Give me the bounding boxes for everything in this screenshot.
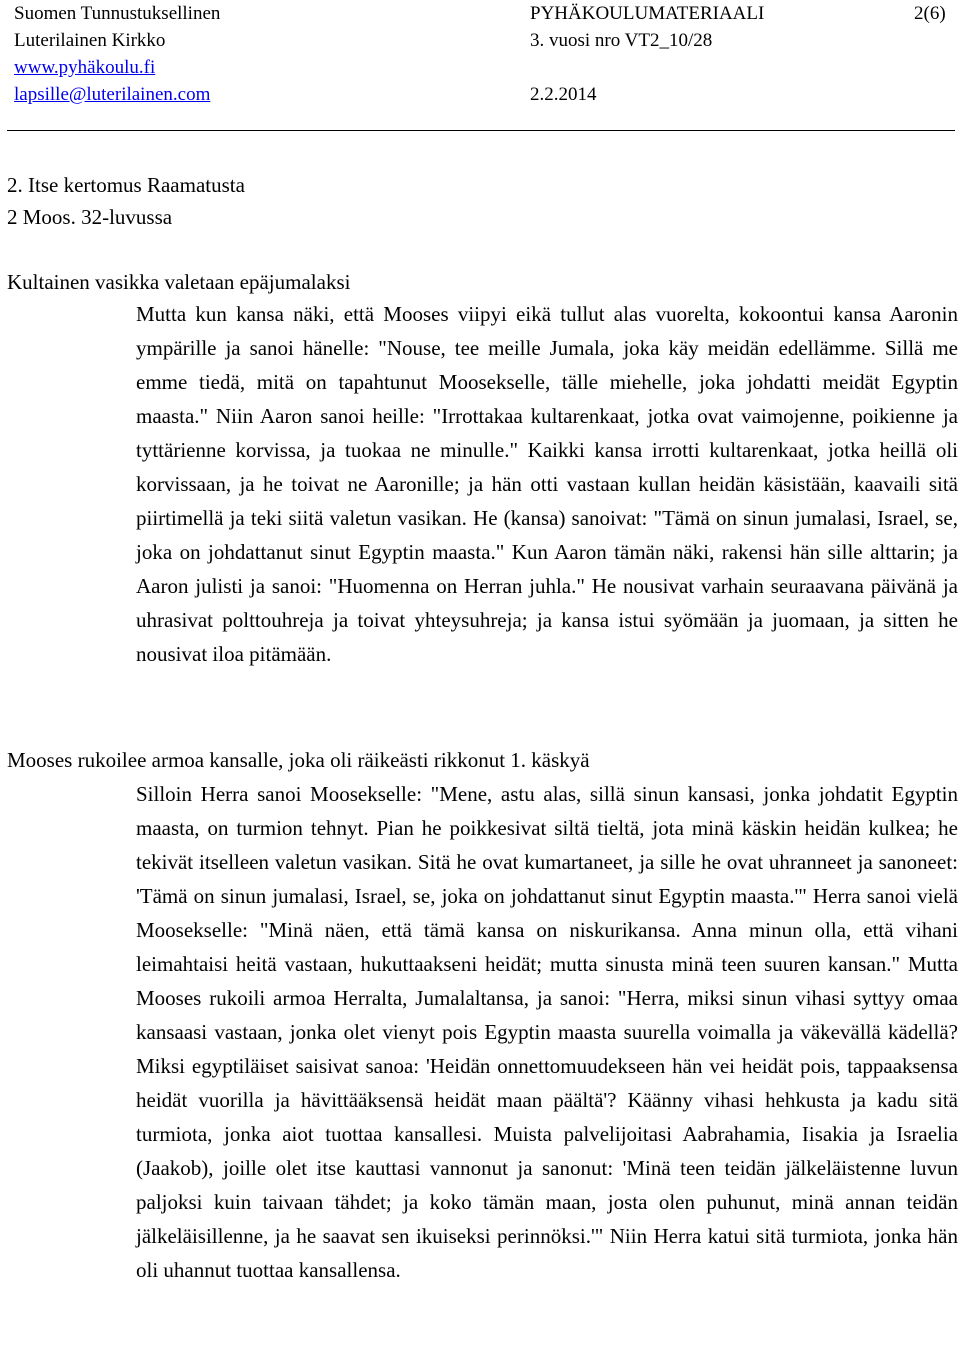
email-link[interactable]: lapsille@luterilainen.com: [14, 84, 211, 105]
org-name-line2: Luterilainen Kirkko: [14, 30, 166, 51]
org-name-line1: Suomen Tunnustuksellinen: [14, 3, 221, 24]
document-date: 2.2.2014: [530, 84, 597, 105]
issue-number: 3. vuosi nro VT2_10/28: [530, 30, 713, 51]
section-heading: 2. Itse kertomus Raamatusta: [7, 173, 245, 197]
story2-title: Mooses rukoilee armoa kansalle, joka oli räikeästi rikkonut 1. käskyä: [7, 748, 590, 772]
material-title: PYHÄKOULUMATERIAALI: [530, 3, 765, 24]
website-link[interactable]: www.pyhäkoulu.fi: [14, 57, 156, 78]
story1-title: Kultainen vasikka valetaan epäjumalaksi: [7, 270, 351, 294]
story1-text: Mutta kun kansa näki, että Mooses viipyi eikä tullut alas vuorelta, kokoontui kansa Aaronin ympärille ja sanoi hänelle: "Nouse, tee meille Jumala, joka käy meidän edellämme. Sillä me emme tiedä, mitä on tapahtunut Moosekselle, tälle miehelle, joka johdatti meidät Egyptin maasta." Niin Aaron sanoi heille: "Irrottakaa kultarenkaat, jotka ovat vaimojenne, poikienne ja tyttärienne korvissa, ja tuokaa ne minulle." Kaikki kansa irrotti kultarenkaat, jotka heillä oli korvissaan, ja he toivat ne Aaronille; ja hän otti vastaan kullan heidän käsistään, kaavaili sitä piirtimellä ja teki siitä valetun vasikan. He (kansa) sanoivat: "Tämä on sinun jumalasi, Israel, se, joka on johdattanut sinut Egyptin maasta." Kun Aaron tämän näki, rakensi hän sille alttarin; ja Aaron julisti ja sanoi: "Huomenna on Herran juhla." He nousivat varhain seuraavana päivänä ja uhrasivat polttouhreja ja toivat yhteysuhreja; ja kansa istui syömään ja juomaan, ja sitten he nousivat iloa pitämään.: [136, 302, 958, 666]
story2-text: Silloin Herra sanoi Moosekselle: "Mene, astu alas, sillä sinun kansasi, jonka johdatit Egyptin maasta, on turmion tehnyt. Pian he poikkesivat siltä tieltä, jota minä käskin heidän kulkea; he tekivät itselleen valetun vasikan. Sitä he ovat kumartaneet, ja sille he ovat uhranneet ja sanoneet: 'Tämä on sinun jumalasi, Israel, se, joka on johdattanut sinut Egyptin maasta.'" Herra sanoi vielä Moosekselle: "Minä näen, että tämä kansa on niskurikansa. Anna minun olla, että vihani leimahtaisi heitä vastaan, hukuttaakseni heidät; mutta sinusta minä teen suuren kansan." Mutta Mooses rukoili armoa Herralta, Jumalaltansa, ja sanoi: "Herra, miksi sinun vihasi syttyy omaa kansaasi vastaan, jonka olet vienyt pois Egyptin maasta suurella voimalla ja väkevällä kädellä? Miksi egyptiläiset saisivat sanoa: 'Heidän onnettomuudekseen hän vei heidät pois, tappaaksensa heidät vuorilla ja hävittääksensä heidät maan päältä'? Käänny vihasi hehkusta ja kadu sitä turmiota, jonka aiot tuottaa kansallesi. Muista palvelijoitasi Aabrahamia, Iisakia ja Israelia (Jaakob), joille olet itse kauttasi vannonut ja sanonut: 'Minä teen teidän jälkeläistenne luvun paljoksi kuin taivaan tähdet; ja koko tämän maan, josta olen puhunut, minä annan teidän jälkeläisillenne, ja he saavat sen ikuiseksi perinnöksi.'" Niin Herra katui sitä turmiota, jonka hän oli uhannut tuottaa kansallensa.: [136, 782, 958, 1282]
page-number: 2(6): [914, 3, 946, 24]
header-divider: [7, 130, 955, 131]
scripture-reference: 2 Moos. 32-luvussa: [7, 205, 173, 229]
